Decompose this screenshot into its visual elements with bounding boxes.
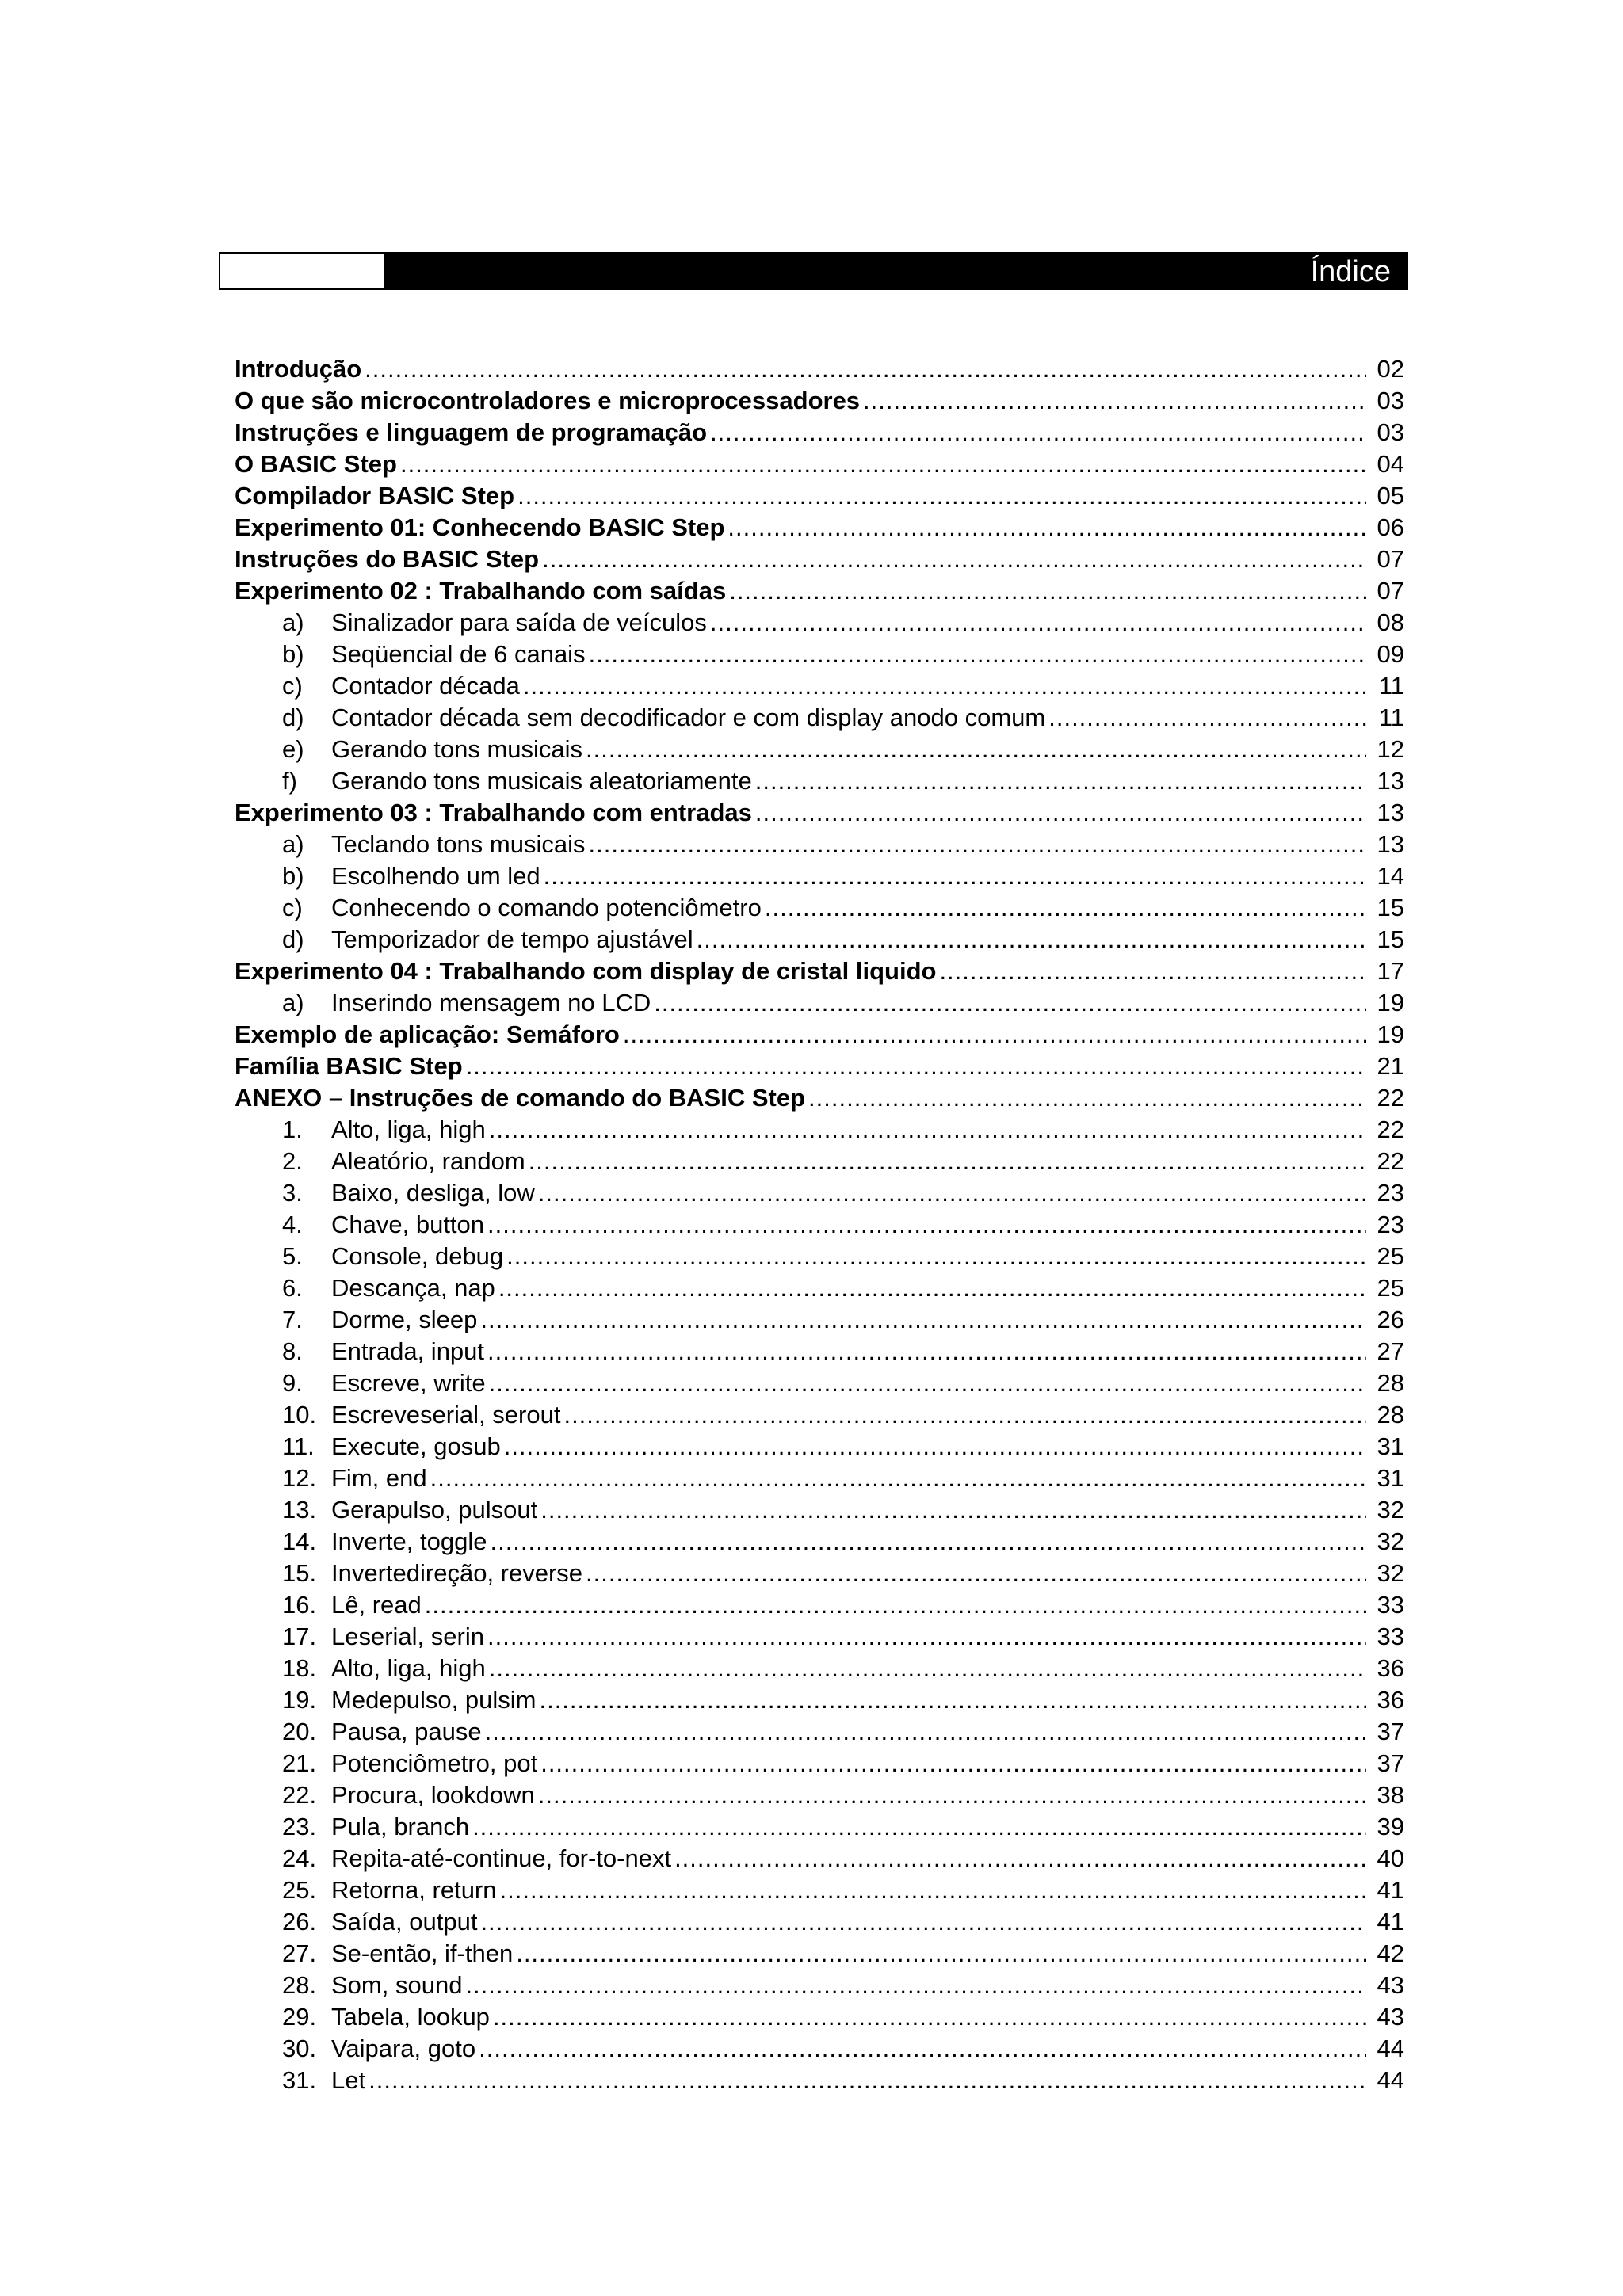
dot-leader — [727, 512, 1366, 543]
toc-entry-label: Execute, gosub — [331, 1432, 501, 1460]
toc-entry-label: Instruções e linguagem de programação — [235, 418, 708, 446]
dot-leader — [538, 1177, 1366, 1209]
toc-entry-page-number: 39 — [1377, 1813, 1404, 1840]
toc-entry-page-number: 11 — [1378, 704, 1404, 731]
toc-entry-page-number: 33 — [1377, 1623, 1404, 1650]
toc-entry-marker: 15. — [282, 1559, 317, 1587]
toc-entry[interactable] — [235, 353, 1404, 385]
dot-leader — [498, 1272, 1366, 1304]
dot-leader — [487, 1209, 1366, 1241]
dot-leader — [939, 955, 1366, 987]
toc-entry-marker: d) — [282, 704, 304, 731]
toc-entry-label: Alto, liga, high — [331, 1654, 486, 1682]
toc-entry[interactable] — [235, 1494, 1404, 1526]
toc-entry[interactable] — [235, 1399, 1404, 1431]
toc-entry[interactable] — [235, 955, 1404, 987]
toc-entry-marker: 16. — [282, 1591, 317, 1619]
toc-entry-marker: 25. — [282, 1876, 317, 1904]
toc-entry-page-number: 23 — [1377, 1179, 1404, 1207]
toc-entry[interactable] — [235, 1272, 1404, 1304]
toc-entry-label: Experimento 03 : Trabalhando com entradas — [235, 799, 752, 826]
dot-leader — [489, 1653, 1366, 1684]
toc-entry-marker: f) — [282, 767, 297, 795]
toc-entry-marker: 27. — [282, 1939, 317, 1967]
toc-entry[interactable] — [235, 829, 1404, 860]
toc-entry-page-number: 22 — [1377, 1084, 1404, 1112]
toc-entry-marker: 1. — [282, 1116, 303, 1143]
toc-entry-marker: 10. — [282, 1401, 317, 1428]
toc-entry-marker: 7. — [282, 1306, 303, 1333]
dot-leader — [504, 1431, 1366, 1463]
dot-leader — [765, 892, 1366, 924]
toc-entry[interactable] — [235, 385, 1404, 417]
toc-entry-page-number: 37 — [1377, 1749, 1404, 1777]
toc-entry-page-number: 03 — [1377, 387, 1404, 414]
toc-entry-page-number: 08 — [1377, 608, 1404, 636]
dot-leader — [480, 1304, 1366, 1336]
toc-entry-marker: 13. — [282, 1496, 317, 1524]
toc-entry-marker: 6. — [282, 1274, 303, 1302]
toc-entry-label: Gerando tons musicais aleatoriamente — [331, 767, 752, 795]
toc-entry-marker: 4. — [282, 1211, 303, 1238]
dot-leader — [493, 2001, 1366, 2033]
toc-entry-marker: a) — [282, 608, 304, 636]
toc-entry[interactable] — [235, 607, 1404, 639]
toc-entry-label: Console, debug — [331, 1242, 504, 1270]
toc-entry-marker: 19. — [282, 1686, 317, 1714]
toc-entry-marker: 23. — [282, 1813, 317, 1840]
toc-entry-marker: b) — [282, 862, 304, 890]
toc-entry-label: Leserial, serin — [331, 1623, 484, 1650]
toc-entry[interactable] — [235, 1209, 1404, 1241]
toc-entry[interactable] — [235, 1748, 1404, 1779]
toc-entry-label: Let — [331, 2066, 366, 2094]
toc-entry-page-number: 43 — [1377, 2003, 1404, 2031]
toc-entry-label: Sinalizador para saída de veículos — [331, 608, 707, 636]
toc-entry[interactable] — [235, 1146, 1404, 1177]
toc-entry[interactable] — [235, 797, 1404, 829]
toc-entry-label: Instruções do BASIC Step — [235, 545, 540, 573]
toc-entry-page-number: 07 — [1377, 545, 1404, 573]
toc-entry-page-number: 33 — [1377, 1591, 1404, 1619]
toc-entry-page-number: 04 — [1377, 450, 1404, 478]
toc-entry[interactable] — [235, 734, 1404, 765]
dot-leader — [489, 1114, 1366, 1146]
toc-entry-marker: 18. — [282, 1654, 317, 1682]
toc-entry-marker: 26. — [282, 1908, 317, 1936]
toc-entry-label: Tabela, lookup — [331, 2003, 490, 2031]
dot-leader — [623, 1019, 1366, 1051]
toc-entry-marker: 20. — [282, 1718, 317, 1745]
toc-entry[interactable] — [235, 1336, 1404, 1367]
toc-entry-marker: 8. — [282, 1337, 303, 1365]
toc-entry-page-number: 37 — [1377, 1718, 1404, 1745]
table-of-contents — [235, 353, 1404, 2096]
toc-entry-label: O BASIC Step — [235, 450, 397, 478]
toc-entry[interactable] — [235, 1779, 1404, 1811]
toc-entry[interactable] — [235, 924, 1404, 955]
toc-entry[interactable] — [235, 1875, 1404, 1906]
toc-entry-label: O que são microcontroladores e microprocessadores — [235, 387, 861, 414]
toc-entry-page-number: 15 — [1377, 894, 1404, 921]
dot-leader — [586, 1558, 1366, 1589]
dot-leader — [538, 1779, 1366, 1811]
toc-entry-page-number: 19 — [1377, 989, 1404, 1016]
toc-entry-label: Fim, end — [331, 1464, 427, 1492]
dot-leader — [808, 1082, 1366, 1114]
dot-leader — [539, 1684, 1366, 1716]
dot-leader — [490, 1526, 1366, 1558]
toc-entry-page-number: 40 — [1377, 1844, 1404, 1872]
toc-entry-label: Medepulso, pulsim — [331, 1686, 537, 1714]
dot-leader — [500, 1875, 1367, 1906]
toc-entry-page-number: 14 — [1377, 862, 1404, 890]
page-title: Índice — [1310, 255, 1391, 288]
toc-entry-label: Conhecendo o comando potenciômetro — [331, 894, 762, 921]
toc-entry-label: Saída, output — [331, 1908, 478, 1936]
toc-entry[interactable] — [235, 1082, 1404, 1114]
dot-leader — [466, 1051, 1366, 1082]
toc-entry-marker: 2. — [282, 1147, 303, 1175]
toc-entry-page-number: 31 — [1377, 1464, 1404, 1492]
header-bar — [219, 252, 1408, 290]
dot-leader — [755, 765, 1366, 797]
toc-entry-label: Pula, branch — [331, 1813, 470, 1840]
toc-entry-label: Seqüencial de 6 canais — [331, 640, 586, 668]
toc-entry-label: Exemplo de aplicação: Semáforo — [235, 1020, 620, 1048]
toc-entry-marker: 12. — [282, 1464, 317, 1492]
toc-entry-label: Experimento 04 : Trabalhando com display de cristal liquido — [235, 957, 937, 985]
toc-entry-page-number: 02 — [1377, 355, 1404, 383]
toc-entry-page-number: 11 — [1378, 672, 1404, 700]
toc-entry-marker: b) — [282, 640, 304, 668]
toc-entry[interactable] — [235, 1970, 1404, 2001]
dot-leader — [485, 1716, 1366, 1748]
toc-entry[interactable] — [235, 1241, 1404, 1272]
dot-leader — [654, 987, 1366, 1019]
toc-entry[interactable] — [235, 1431, 1404, 1463]
toc-entry-page-number: 07 — [1377, 577, 1404, 605]
toc-entry-label: Invertedireção, reverse — [331, 1559, 583, 1587]
toc-entry-label: Escreve, write — [331, 1369, 486, 1397]
toc-entry[interactable] — [235, 2001, 1404, 2033]
toc-entry[interactable] — [235, 892, 1404, 924]
toc-entry-marker: e) — [282, 735, 304, 763]
toc-entry-marker: 5. — [282, 1242, 303, 1270]
toc-entry-page-number: 41 — [1377, 1876, 1404, 1904]
toc-entry-marker: 28. — [282, 1971, 317, 1999]
toc-entry-page-number: 41 — [1377, 1908, 1404, 1936]
toc-entry-label: Aleatório, random — [331, 1147, 525, 1175]
toc-entry[interactable] — [235, 1906, 1404, 1938]
toc-entry-page-number: 42 — [1377, 1939, 1404, 1967]
toc-entry[interactable] — [235, 860, 1404, 892]
toc-entry-page-number: 09 — [1377, 640, 1404, 668]
toc-entry-marker: 3. — [282, 1179, 303, 1207]
toc-entry-page-number: 19 — [1377, 1020, 1404, 1048]
toc-entry[interactable] — [235, 1843, 1404, 1875]
toc-entry-label: Experimento 01: Conhecendo BASIC Step — [235, 513, 725, 541]
toc-entry-page-number: 26 — [1377, 1306, 1404, 1333]
toc-entry[interactable] — [235, 417, 1404, 448]
toc-entry[interactable] — [235, 1019, 1404, 1051]
toc-entry-page-number: 28 — [1377, 1401, 1404, 1428]
toc-entry-label: Escolhendo um led — [331, 862, 540, 890]
toc-entry-label: Temporizador de tempo ajustável — [331, 925, 693, 953]
toc-entry-page-number: 44 — [1377, 2066, 1404, 2094]
toc-entry[interactable] — [235, 765, 1404, 797]
toc-entry[interactable] — [235, 1621, 1404, 1653]
dot-leader — [729, 575, 1366, 607]
toc-entry-label: Escreveserial, serout — [331, 1401, 561, 1428]
toc-entry-marker: 31. — [282, 2066, 317, 2094]
toc-entry-page-number: 44 — [1377, 2035, 1404, 2062]
toc-entry-label: Descança, nap — [331, 1274, 495, 1302]
toc-entry-page-number: 22 — [1377, 1116, 1404, 1143]
toc-entry-page-number: 05 — [1377, 482, 1404, 509]
toc-entry-label: Procura, lookdown — [331, 1781, 535, 1809]
toc-entry-page-number: 03 — [1377, 418, 1404, 446]
dot-leader — [480, 1906, 1366, 1938]
toc-entry[interactable] — [235, 1938, 1404, 1970]
toc-entry-marker: 30. — [282, 2035, 317, 2062]
toc-entry[interactable] — [235, 1684, 1404, 1716]
dot-leader — [542, 543, 1366, 575]
toc-entry-label: Contador década — [331, 672, 520, 700]
dot-leader — [517, 480, 1366, 512]
toc-entry-label: Se-então, if-then — [331, 1939, 514, 1967]
toc-entry-page-number: 23 — [1377, 1211, 1404, 1238]
toc-entry-page-number: 13 — [1377, 830, 1404, 858]
toc-entry[interactable] — [235, 1558, 1404, 1589]
toc-entry-marker: 21. — [282, 1749, 317, 1777]
toc-entry-label: ANEXO – Instruções de comando do BASIC Step — [235, 1084, 806, 1112]
toc-entry-marker: 17. — [282, 1623, 317, 1650]
toc-entry[interactable] — [235, 987, 1404, 1019]
toc-entry-label: Introdução — [235, 355, 362, 383]
toc-entry[interactable] — [235, 1051, 1404, 1082]
toc-entry-label: Pausa, pause — [331, 1718, 482, 1745]
toc-entry[interactable] — [235, 512, 1404, 543]
toc-entry-page-number: 13 — [1377, 767, 1404, 795]
toc-entry[interactable] — [235, 543, 1404, 575]
dot-leader — [540, 1748, 1366, 1779]
toc-entry-page-number: 36 — [1377, 1654, 1404, 1682]
toc-entry[interactable] — [235, 2065, 1404, 2096]
toc-entry[interactable] — [235, 575, 1404, 607]
toc-entry-label: Gerapulso, pulsout — [331, 1496, 538, 1524]
toc-entry[interactable] — [235, 702, 1404, 734]
toc-entry-label: Gerando tons musicais — [331, 735, 583, 763]
dot-leader — [586, 734, 1366, 765]
toc-entry-label: Retorna, return — [331, 1876, 497, 1904]
dot-leader — [479, 2033, 1366, 2065]
toc-entry-page-number: 25 — [1377, 1242, 1404, 1270]
toc-entry-page-number: 17 — [1377, 957, 1404, 985]
toc-entry-label: Inserindo mensagem no LCD — [331, 989, 651, 1016]
dot-leader — [863, 385, 1366, 417]
dot-leader — [516, 1938, 1366, 1970]
dot-leader — [489, 1367, 1366, 1399]
toc-entry[interactable] — [235, 1177, 1404, 1209]
toc-entry-page-number: 25 — [1377, 1274, 1404, 1302]
toc-entry-label: Contador década sem decodificador e com display anodo comum — [331, 704, 1046, 731]
dot-leader — [369, 2065, 1366, 2096]
dot-leader — [589, 639, 1366, 670]
toc-entry-page-number: 21 — [1377, 1052, 1404, 1080]
toc-entry-page-number: 38 — [1377, 1781, 1404, 1809]
toc-entry[interactable] — [235, 480, 1404, 512]
dot-leader — [430, 1463, 1366, 1494]
dot-leader — [529, 1146, 1366, 1177]
toc-entry-page-number: 06 — [1377, 513, 1404, 541]
toc-entry-label: Compilador BASIC Step — [235, 482, 515, 509]
toc-entry-marker: 22. — [282, 1781, 317, 1809]
dot-leader — [563, 1399, 1366, 1431]
dot-leader — [487, 1336, 1366, 1367]
toc-entry-page-number: 32 — [1377, 1527, 1404, 1555]
toc-entry-page-number: 32 — [1377, 1559, 1404, 1587]
toc-entry-label: Baixo, desliga, low — [331, 1179, 535, 1207]
toc-entry[interactable] — [235, 1589, 1404, 1621]
toc-entry-label: Família BASIC Step — [235, 1052, 463, 1080]
toc-entry-label: Inverte, toggle — [331, 1527, 487, 1555]
dot-leader — [755, 797, 1366, 829]
toc-entry-marker: 11. — [282, 1432, 315, 1460]
toc-entry-label: Potenciômetro, pot — [331, 1749, 538, 1777]
toc-entry-label: Lê, read — [331, 1591, 422, 1619]
dot-leader — [710, 417, 1366, 448]
toc-entry-marker: c) — [282, 894, 303, 921]
toc-entry-label: Repita-até-continue, for-to-next — [331, 1844, 672, 1872]
dot-leader — [544, 860, 1366, 892]
toc-entry-label: Som, sound — [331, 1971, 463, 1999]
toc-entry-marker: a) — [282, 830, 304, 858]
toc-entry-page-number: 36 — [1377, 1686, 1404, 1714]
toc-entry-marker: 29. — [282, 2003, 317, 2031]
toc-entry-marker: 9. — [282, 1369, 303, 1397]
dot-leader — [697, 924, 1366, 955]
toc-entry[interactable] — [235, 1304, 1404, 1336]
toc-entry-page-number: 43 — [1377, 1971, 1404, 1999]
toc-entry-page-number: 22 — [1377, 1147, 1404, 1175]
toc-entry-label: Experimento 02 : Trabalhando com saídas — [235, 577, 727, 605]
toc-entry[interactable] — [235, 1463, 1404, 1494]
toc-entry[interactable] — [235, 1716, 1404, 1748]
toc-entry-page-number: 27 — [1377, 1337, 1404, 1365]
header-white-block — [220, 254, 385, 288]
toc-entry[interactable] — [235, 1526, 1404, 1558]
toc-entry-page-number: 28 — [1377, 1369, 1404, 1397]
toc-entry-label: Entrada, input — [331, 1337, 485, 1365]
dot-leader — [465, 1970, 1366, 2001]
dot-leader — [487, 1621, 1366, 1653]
toc-entry[interactable] — [235, 1653, 1404, 1684]
toc-entry-page-number: 31 — [1377, 1432, 1404, 1460]
toc-entry-label: Vaipara, goto — [331, 2035, 476, 2062]
toc-entry-label: Dorme, sleep — [331, 1306, 478, 1333]
toc-entry-page-number: 32 — [1377, 1496, 1404, 1524]
dot-leader — [710, 607, 1366, 639]
dot-leader — [400, 448, 1366, 480]
toc-entry[interactable] — [235, 670, 1404, 702]
dot-leader — [472, 1811, 1366, 1843]
dot-leader — [506, 1241, 1366, 1272]
toc-entry-marker: 14. — [282, 1527, 317, 1555]
toc-entry[interactable] — [235, 448, 1404, 480]
dot-leader — [523, 670, 1366, 702]
toc-entry[interactable] — [235, 1114, 1404, 1146]
toc-entry[interactable] — [235, 1811, 1404, 1843]
dot-leader — [589, 829, 1367, 860]
dot-leader — [365, 353, 1366, 385]
toc-entry-marker: 24. — [282, 1844, 317, 1872]
toc-entry[interactable] — [235, 1367, 1404, 1399]
toc-entry-page-number: 15 — [1377, 925, 1404, 953]
toc-entry-marker: c) — [282, 672, 303, 700]
toc-entry-label: Alto, liga, high — [331, 1116, 486, 1143]
toc-entry-marker: d) — [282, 925, 304, 953]
toc-entry-label: Chave, button — [331, 1211, 485, 1238]
toc-entry-page-number: 12 — [1377, 735, 1404, 763]
dot-leader — [674, 1843, 1366, 1875]
dot-leader — [540, 1494, 1366, 1526]
dot-leader — [1048, 702, 1366, 734]
toc-entry-label: Teclando tons musicais — [331, 830, 586, 858]
toc-entry[interactable] — [235, 639, 1404, 670]
dot-leader — [425, 1589, 1366, 1621]
toc-entry-page-number: 13 — [1377, 799, 1404, 826]
toc-entry[interactable] — [235, 2033, 1404, 2065]
toc-entry-marker: a) — [282, 989, 304, 1016]
